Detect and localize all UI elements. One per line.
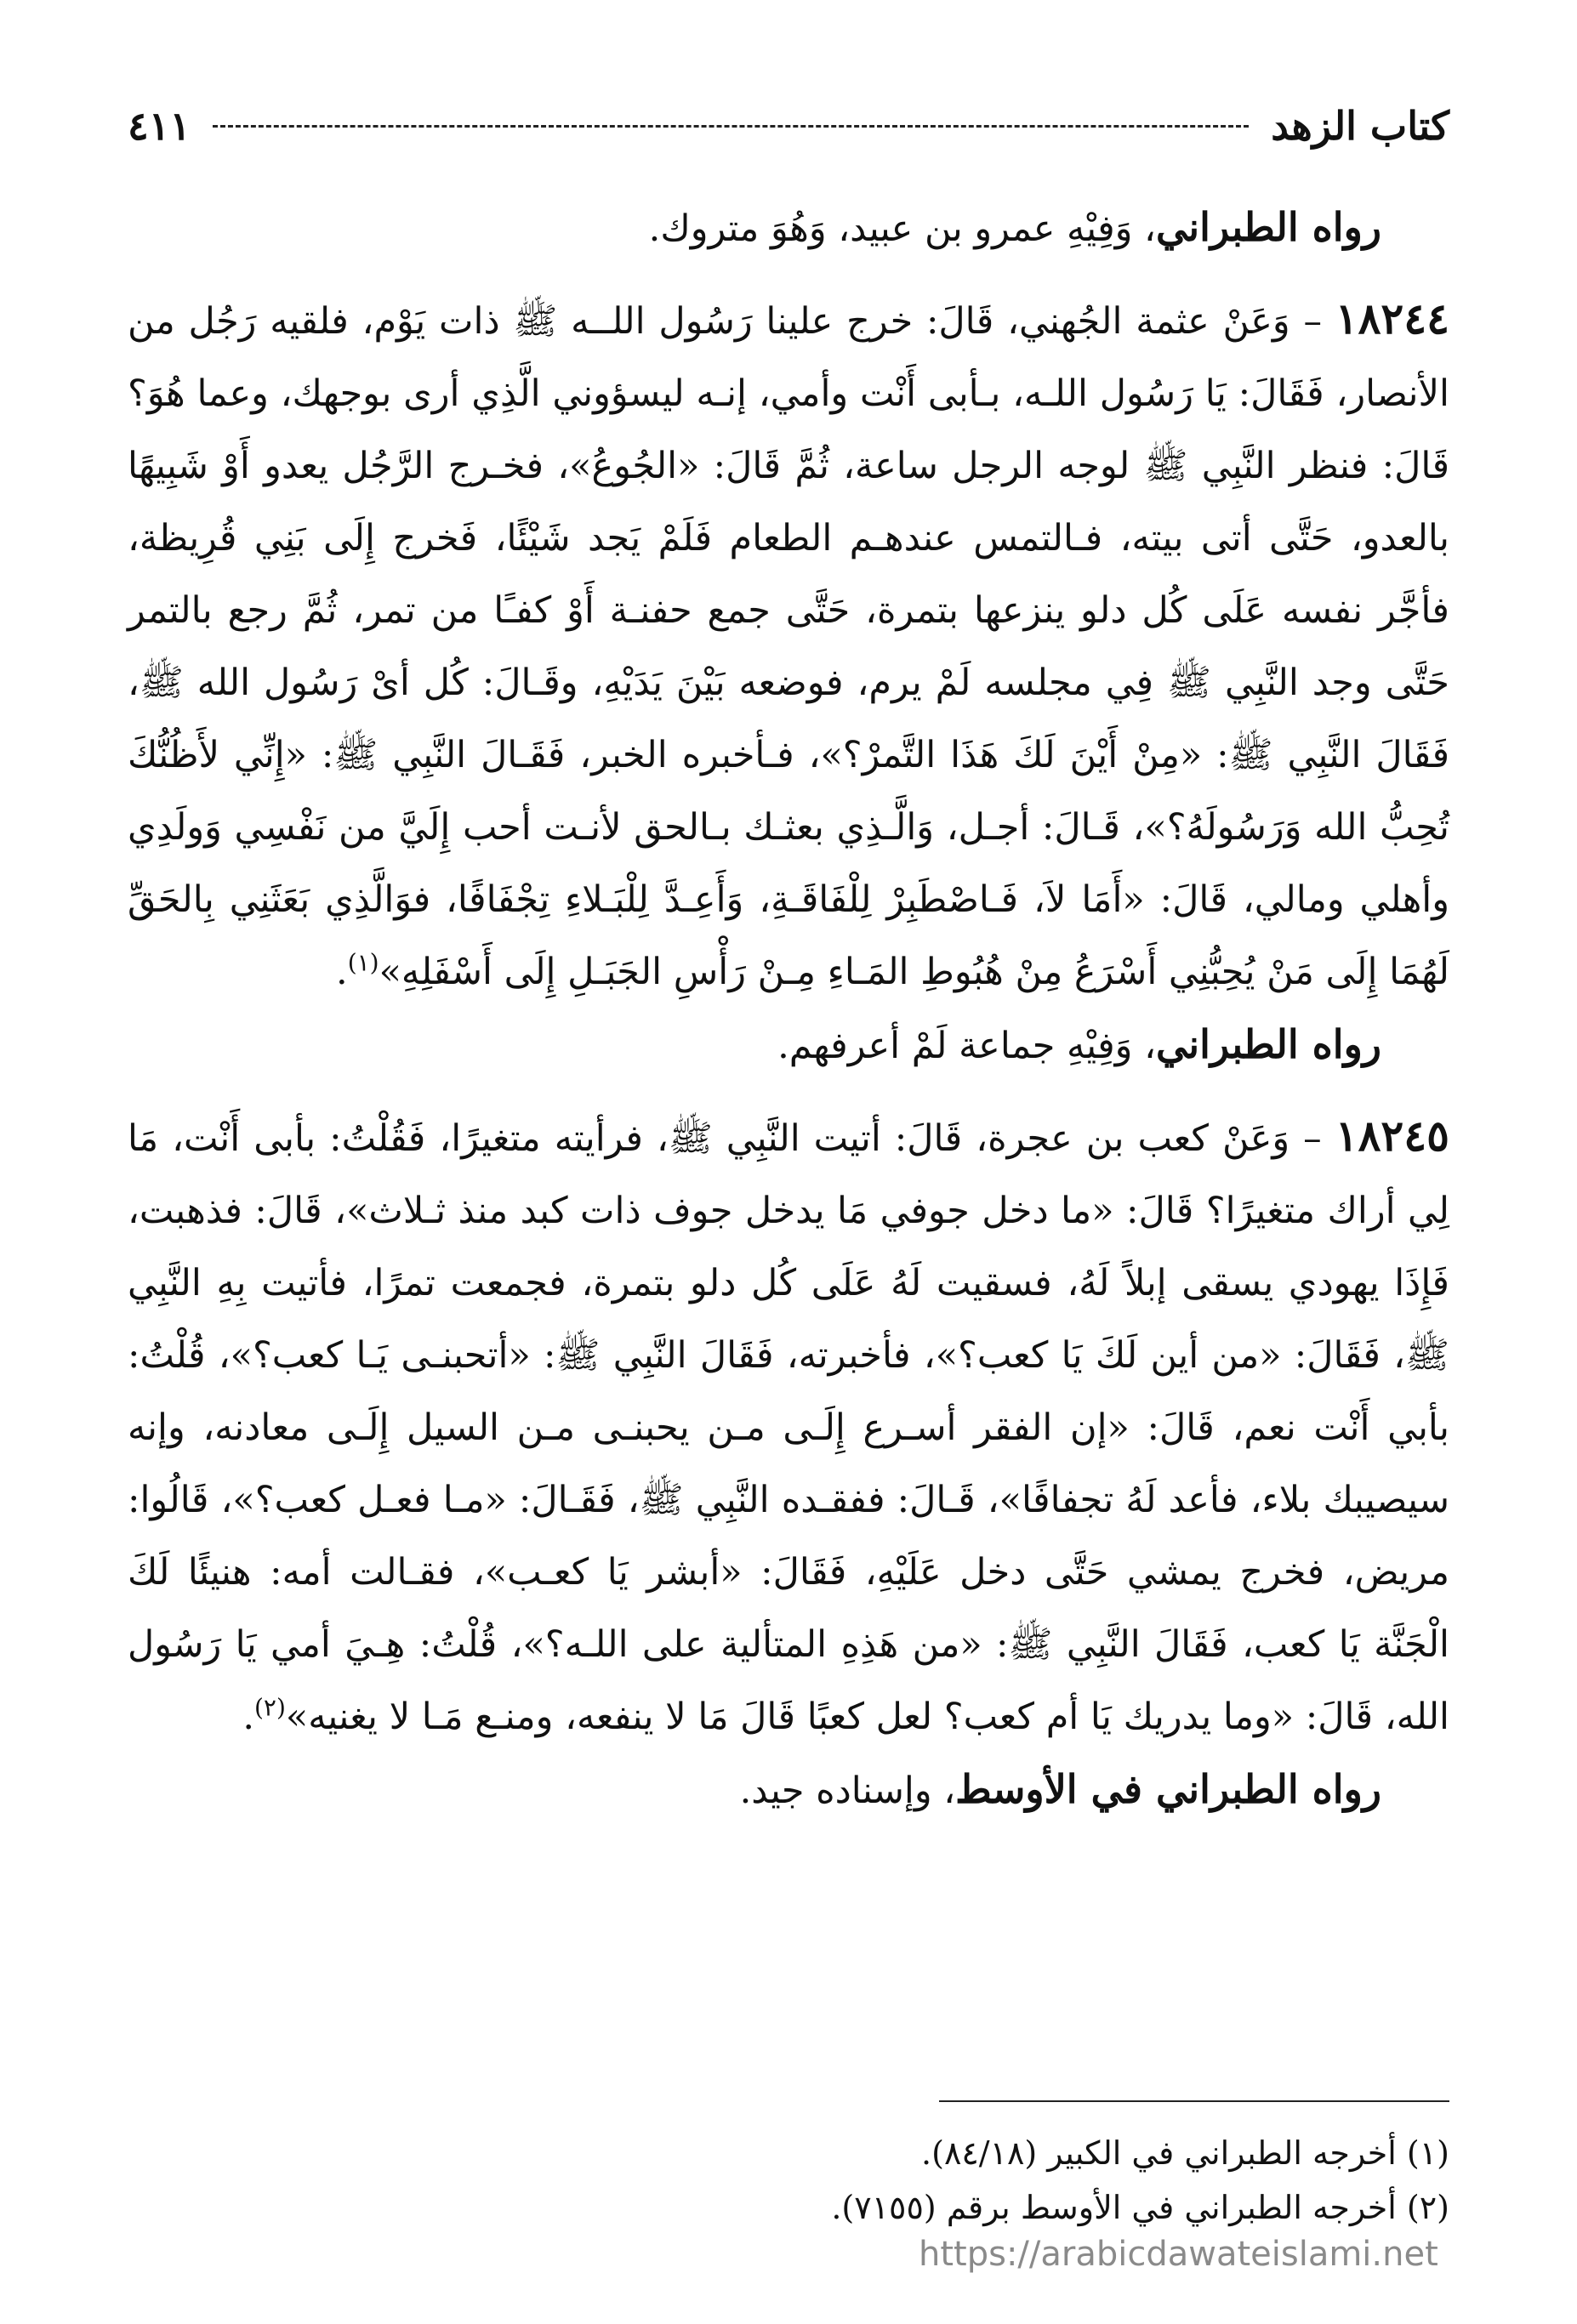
page-number: ٤١١ [128, 103, 191, 149]
hadith-number: ١٨٢٤٤ [1335, 293, 1449, 344]
footnote-divider [939, 2100, 1449, 2102]
source-citation-2 [128, 1009, 1449, 1082]
running-header [128, 100, 1449, 151]
source-name: رواه الطبراني في الأوسط [955, 1766, 1381, 1812]
book-title: كتاب الزهد [1271, 103, 1449, 149]
watermark-url: https://arabicdawateislami.net [919, 2235, 1438, 2274]
hadith-paragraph-18245 [128, 1099, 1449, 1753]
hadith-paragraph-18244 [128, 282, 1449, 1009]
source-name: رواه الطبراني [1155, 1021, 1381, 1067]
source-citation-3 [128, 1753, 1449, 1827]
footnotes [128, 2126, 1449, 2235]
footnote-reference: (١) [347, 948, 379, 977]
source-text: ، وإسناده جيد. [739, 1770, 956, 1812]
footnote-reference: (٢) [253, 1693, 286, 1722]
source-name: رواه الطبراني [1155, 204, 1381, 250]
source-text: ، وَفِيْهِ جماعة لَمْ أعرفهم. [777, 1025, 1156, 1067]
hadith-text: – وَعَنْ عثمة الجُهني، قَالَ: خرج علينا رَسُول اللــه ﷺ ذات يَوْم، فلقيه رَجُل من الأنصار، فَقَالَ: يَا رَسُول اللـه، بـأبى أَنْت وأمي، إنـه ليسؤوني الَّذِي أرى بوجهك، وعما هُوَ؟ قَالَ: فنظر النَّبِي ﷺ لوجه الرجل ساعة، ثُمَّ قَالَ: «الجُوعُ»، فخـرج الرَّجُل يعدو أَوْ شَبِيهًا بالعدو، حَتَّى أتى بيته، فـالتمس عندهـم الطعام فَلَمْ يَجد شَيْئًا، فَخرج إِلَى بَنِي قُرِيظة، فأجَّر نفسه عَلَى كُل دلو ينزعها بتمرة، حَتَّى جمع حفنـة أَوْ كفـًا من تمر، ثُمَّ رجع بالتمر حَتَّى وجد النَّبِي ﷺ فِي مجلسه لَمْ يرم، فوضعه بَيْنَ يَدَيْهِ، وقَـالَ: كُل أىْ رَسُول الله ﷺ، فَقَالَ النَّبِي ﷺ: «مِنْ أَيْنَ لَكَ هَذَا التَّمرْ؟»، فـأخبره الخبر، فَقَـالَ النَّبِي ﷺ: «إِنِّي لأَظُنُّكَ تُحِبُّ الله وَرَسُولَهُ؟»، قَـالَ: أجـل، وَالَّـذِي بعثـك بـالحق لأنـت أحب إِلَيَّ من نَفْسِي وَولَدِي وأهلي ومالي، قَالَ: «أَمَا لاَ، فَـاصْطَبِرْ لِلْفَاقَـةِ، وَأَعِـدَّ لِلْبَـلاءِ تِجْفَافًا، فوَالَّذِي بَعَثَنِي بِالحَقِّ لَهُمَا إِلَى مَنْ يُحِبُّنِي أَسْرَعُ مِنْ هُبُوطِ المَـاءِ مِـنْ رَأْسِ الجَبَـلِ إِلَى أَسْفَلِهِ» [128, 300, 1449, 993]
source-text: ، وَفِيْهِ عمرو بن عبيد، وَهُوَ متروك. [648, 207, 1156, 250]
hadith-number: ١٨٢٤٥ [1335, 1111, 1449, 1161]
page-body [128, 183, 1449, 1844]
header-dashed-rule [213, 125, 1249, 128]
footnote-1: (١) أخرجه الطبراني في الكبير (٨٤/١٨). [921, 2134, 1449, 2172]
hadith-text: – وَعَنْ كعب بن عجرة، قَالَ: أتيت النَّبِي ﷺ، فرأيته متغيرًا، فَقُلْتُ: بأبى أَنْت، مَا لِي أراك متغيرًا؟ قَالَ: «ما دخل جوفي مَا يدخل جوف ذات كبد منذ ثـلاث»، قَالَ: فذهبت، فَإِذَا يهودي يسقى إبلاً لَهُ، فسقيت لَهُ عَلَى كُل دلو بتمرة، فجمعت تمرًا، فأتيت بِهِ النَّبِي ﷺ، فَقَالَ: «من أين لَكَ يَا كعب؟»، فأخبرته، فَقَالَ النَّبِي ﷺ: «أتحبنـى يَـا كعب؟»، قُلْتُ: بأبي أَنْت نعم، قَالَ: «إن الفقر أسـرع إِلَـى مـن يحبنـى مـن السيل إِلَـى معادنه، وإنه سيصيبك بلاء، فأعد لَهُ تجفافًا»، قَـالَ: ففقـده النَّبِي ﷺ، فَقَـالَ: «مـا فعـل كعب؟»، قَالُوا: مريض، فخرج يمشي حَتَّى دخل عَلَيْهِ، فَقَالَ: «أبشر يَا كعـب»، فقـالت أمه: هنيئًا لَكَ الْجَنَّة يَا كعب، فَقَالَ النَّبِي ﷺ: «من هَذِهِ المتألية على اللـه؟»، قُلْتُ: هِـيَ أمي يَا رَسُول الله، قَالَ: «وما يدريك يَا أم كعب؟ لعل كعبًا قَالَ مَا لا ينفعه، ومنـع مَـا لا يغنيه» [128, 1117, 1449, 1738]
hadith-end: . [336, 951, 348, 993]
source-citation-1 [128, 191, 1449, 265]
footnote-2: (٢) أخرجه الطبراني في الأوسط برقم (٧١٥٥). [831, 2189, 1449, 2226]
hadith-end: . [242, 1696, 254, 1738]
